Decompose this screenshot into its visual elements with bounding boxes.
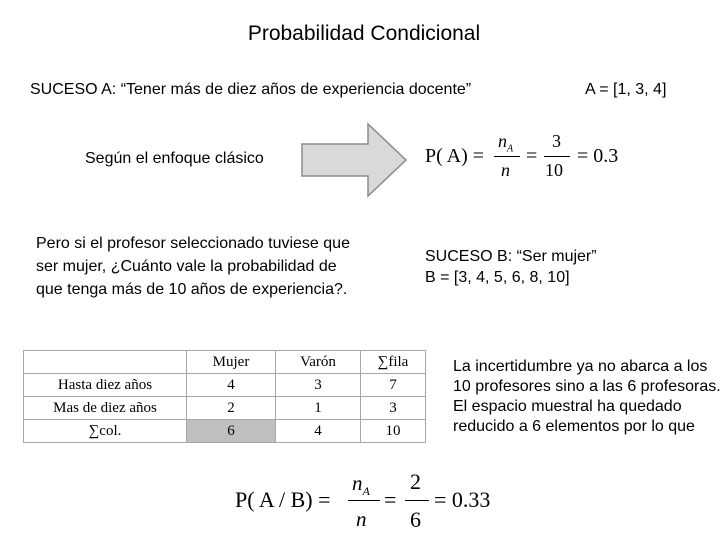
table-header-cell: Varón xyxy=(276,351,361,374)
formula-a-frac-bar-2 xyxy=(544,156,570,157)
formula-a-num-n: n xyxy=(498,131,507,151)
right-arrow-icon xyxy=(300,120,410,200)
formula-b-frac-num: 2 xyxy=(410,469,421,494)
formula-b-frac-den: 6 xyxy=(410,507,421,532)
formula-b-result: = 0.33 xyxy=(434,487,491,512)
table-cell: 4 xyxy=(276,420,361,443)
formula-a-num xyxy=(498,131,513,155)
table-header-cell: ∑fila xyxy=(361,351,426,374)
table-header-cell: Mujer xyxy=(187,351,276,374)
table-cell: 7 xyxy=(361,374,426,397)
formula-a-frac-num: 3 xyxy=(552,131,561,151)
formula-b-frac-bar xyxy=(348,500,380,501)
page-title: Probabilidad Condicional xyxy=(247,22,481,45)
formula-a-frac-den: 10 xyxy=(545,160,563,180)
table-cell: 10 xyxy=(361,420,426,443)
formula-b-num xyxy=(352,471,370,499)
formula-b-num-n: n xyxy=(352,471,363,495)
table-header-row xyxy=(24,351,426,374)
explicacion-text: La incertidumbre ya no abarca a los 10 profesores sino a las 6 profesoras. El espacio muestral ha quedado reducido a 6 elementos por lo que xyxy=(453,358,721,435)
pregunta-text: Pero si el profesor seleccionado tuviese que ser mujer, ¿Cuánto vale la probabilidad de que tenga más de 10 años de experiencia?. xyxy=(36,235,350,298)
formula-b-frac-bar-2 xyxy=(405,500,429,501)
formula-b-num-sub: A xyxy=(362,484,370,499)
table-cell: 3 xyxy=(276,374,361,397)
suceso-b-set: B = [3, 4, 5, 6, 8, 10] xyxy=(425,269,570,286)
formula-a-num-sub: A xyxy=(507,143,514,155)
table-cell: ∑col. xyxy=(24,420,187,443)
formula-b-lhs: P( A / B) = xyxy=(235,487,331,512)
table-cell: 3 xyxy=(361,397,426,420)
formula-a-lhs: P( A) = xyxy=(425,145,485,167)
table-cell: Mas de diez años xyxy=(24,397,187,420)
contingency-table xyxy=(23,350,426,443)
table-cell: Hasta diez años xyxy=(24,374,187,397)
table-row xyxy=(24,374,426,397)
formula-b-eq1: = xyxy=(384,487,397,512)
suceso-b xyxy=(425,246,685,288)
formula-a-eq1: = xyxy=(526,145,538,167)
table-cell: 4 xyxy=(187,374,276,397)
formula-a-result: = 0.3 xyxy=(577,145,619,167)
formula-a-den: n xyxy=(501,160,510,180)
table-cell-highlighted: 6 xyxy=(187,420,276,443)
formula-b-den: n xyxy=(356,507,367,531)
table-header-cell xyxy=(24,351,187,374)
enfoque-clasico-text: Según el enfoque clásico xyxy=(85,150,264,167)
suceso-b-label: SUCESO B: “Ser mujer” xyxy=(425,248,597,265)
table-row xyxy=(24,397,426,420)
table-cell: 2 xyxy=(187,397,276,420)
suceso-a-label: SUCESO A: “Tener más de diez años de experiencia docente” xyxy=(30,81,472,98)
table-cell: 1 xyxy=(276,397,361,420)
table-row xyxy=(24,420,426,443)
formula-a-frac-bar xyxy=(494,156,520,157)
suceso-a-set: A = [1, 3, 4] xyxy=(585,81,667,98)
